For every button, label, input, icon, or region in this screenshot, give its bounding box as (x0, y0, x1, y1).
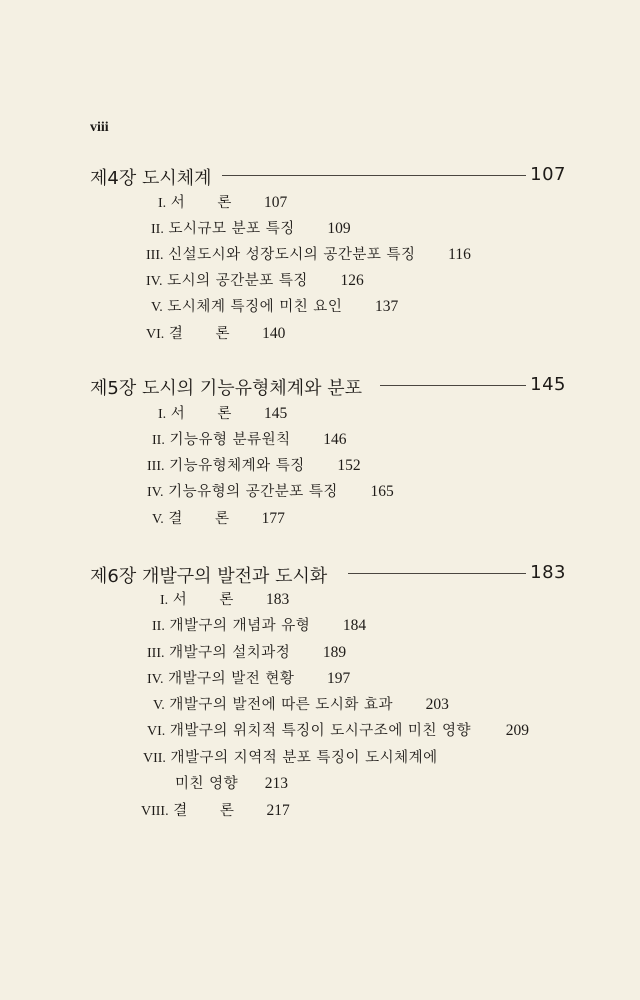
toc-entry[interactable] (152, 509, 285, 529)
entry-page: 183 (266, 591, 290, 608)
toc-entry[interactable] (158, 193, 287, 213)
entry-title: 개발구의 위치적 특징이 도시구조에 미친 영향 (169, 723, 472, 739)
entry-number: II. (151, 222, 164, 237)
toc-entry[interactable] (147, 482, 394, 502)
entry-title: 도시규모 분포 특징 (168, 221, 295, 237)
entry-title: 서 론 (170, 195, 246, 211)
entry-number: I. (158, 407, 167, 422)
entry-title: 서 론 (172, 592, 248, 608)
toc-entry[interactable] (143, 748, 466, 768)
entry-page: 145 (264, 405, 288, 422)
entry-title: 개발구의 설치과정 (169, 645, 291, 661)
entry-title: 미친 영향 (175, 776, 239, 792)
entry-page: 189 (322, 644, 347, 661)
entry-number: VI. (147, 724, 166, 739)
entry-page: 137 (374, 298, 399, 315)
entry-title: 결 론 (173, 803, 248, 819)
entry-number: IV. (147, 485, 164, 500)
entry-title: 결 론 (168, 326, 244, 342)
toc-entry[interactable] (146, 271, 364, 291)
toc-entry[interactable] (147, 669, 350, 689)
entry-page: 140 (262, 325, 286, 342)
entry-number: I. (158, 196, 167, 211)
toc-entry[interactable] (147, 643, 346, 663)
entry-page: 152 (337, 457, 361, 474)
entry-title: 서 론 (170, 406, 246, 422)
entry-number: VI. (146, 327, 165, 342)
entry-number: V. (152, 512, 164, 527)
toc-entry[interactable] (147, 721, 529, 741)
entry-title: 도시의 공간분포 특징 (167, 273, 308, 289)
entry-title: 기능유형의 공간분포 특징 (168, 484, 338, 500)
toc-entry[interactable] (146, 245, 471, 265)
entry-page: 126 (340, 272, 364, 289)
toc-entry-continuation[interactable] (175, 774, 288, 794)
entry-title: 기능유형체계와 특징 (169, 458, 305, 474)
toc-entry[interactable] (153, 695, 449, 715)
toc-entry[interactable] (146, 324, 285, 344)
chapter-4-heading[interactable] (90, 164, 566, 190)
entry-title: 도시체계 특징에 미친 요인 (167, 299, 343, 315)
entry-page: 203 (425, 696, 449, 713)
chapter-page-number: 145 (530, 374, 566, 395)
entry-page: 184 (342, 617, 367, 634)
chapter-title: 제5장 도시의 기능유형체계와 분포 (90, 374, 368, 400)
toc-entry[interactable] (147, 456, 361, 476)
entry-page: 116 (448, 246, 471, 263)
entry-number: III. (147, 646, 165, 661)
chapter-title: 제4장 도시체계 (90, 164, 218, 190)
entry-title: 개발구의 발전에 따른 도시화 효과 (169, 697, 393, 713)
toc-entry[interactable] (152, 616, 366, 636)
entry-page: 109 (327, 220, 351, 237)
entry-number: IV. (147, 672, 164, 687)
chapter-5-heading[interactable] (90, 374, 566, 400)
entry-page: 146 (323, 431, 347, 448)
entry-page: 107 (264, 194, 288, 211)
entry-number: III. (147, 459, 165, 474)
leader-rule (222, 175, 526, 176)
toc-entry[interactable] (151, 219, 351, 239)
entry-title: 기능유형 분류원칙 (169, 432, 291, 448)
entry-title: 개발구의 발전 현황 (168, 671, 295, 687)
entry-title: 개발구의 개념과 유형 (169, 618, 311, 634)
entry-page: 217 (266, 802, 290, 819)
toc-entry[interactable] (151, 297, 398, 317)
chapter-6-heading[interactable] (90, 562, 566, 588)
toc-entry[interactable] (160, 590, 289, 610)
chapter-title: 제6장 개발구의 발전과 도시화 (90, 562, 333, 588)
chapter-page-number: 107 (530, 164, 566, 185)
leader-rule (348, 573, 526, 574)
entry-number: V. (151, 300, 163, 315)
entry-page: 197 (326, 670, 351, 687)
entry-number: V. (153, 698, 165, 713)
leader-rule (380, 385, 526, 386)
chapter-page-number: 183 (530, 562, 566, 583)
entry-title: 개발구의 지역적 분포 특징이 도시체계에 (170, 750, 438, 766)
entry-page: 209 (505, 722, 529, 739)
toc-entry[interactable] (158, 404, 287, 424)
toc-entry[interactable] (141, 801, 290, 821)
entry-number: VII. (143, 751, 166, 766)
entry-number: II. (152, 619, 165, 634)
entry-title: 신설도시와 성장도시의 공간분포 특징 (168, 247, 416, 263)
entry-number: I. (160, 593, 169, 608)
entry-title: 결 론 (168, 511, 244, 527)
entry-number: II. (152, 433, 165, 448)
toc-entry[interactable] (152, 430, 346, 450)
entry-number: III. (146, 248, 164, 263)
entry-page: 177 (261, 510, 285, 527)
entry-page: 165 (370, 483, 394, 500)
entry-number: VIII. (141, 804, 169, 819)
entry-page: 213 (264, 775, 288, 792)
page-folio: viii (90, 120, 109, 135)
entry-number: IV. (146, 274, 163, 289)
